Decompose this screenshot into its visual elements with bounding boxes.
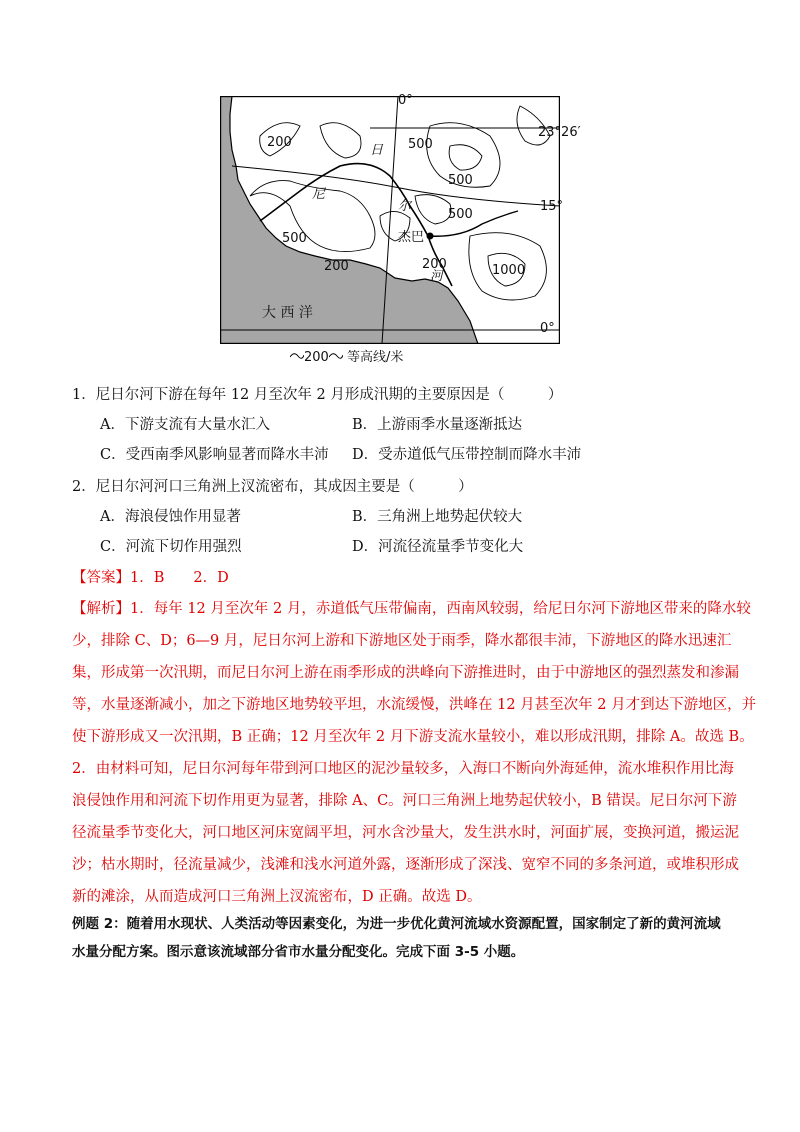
question-2-stem: 2．尼日尔河河口三角洲上汊流密布，其成因主要是（ ） xyxy=(72,479,473,495)
contour-label: 200 xyxy=(267,135,292,150)
lon-label: 0° xyxy=(398,93,413,108)
contour-label: 500 xyxy=(408,137,433,152)
city-label: 杰巴 xyxy=(398,230,425,245)
lat-0-label: 0° xyxy=(540,321,555,336)
example-2-line: 例题 2：随着用水现状、人类活动等因素变化，为进一步优化黄河流域水资源配置，国家制定了新的黄河流域 xyxy=(72,916,721,932)
legend-value: 200 xyxy=(304,350,329,365)
analysis-line: 集，形成第一次汛期，而尼日尔河上游在雨季形成的洪峰向下游推进时，由于中游地区的强烈蒸发和渗漏 xyxy=(72,665,739,681)
example-2-line: 水量分配方案。图示意该流域部分省市水量分配变化。完成下面 3-5 小题。 xyxy=(72,944,525,960)
city-dot xyxy=(427,233,434,240)
analysis-line: 径流量季节变化大，河口地区河床宽阔平坦，河水含沙量大，发生洪水时，河面扩展，变换河道，搬运泥 xyxy=(72,825,739,841)
contour-legend-icon xyxy=(290,350,304,365)
contour-legend-icon xyxy=(329,350,343,365)
contour-label: 200 xyxy=(324,259,349,274)
question-2-option-b: B．三角洲上地势起伏较大 xyxy=(352,509,523,525)
river-name-char: 尼 xyxy=(312,187,326,202)
lat-tropic-label: 23°26′ xyxy=(538,125,581,140)
analysis-line: 等，水量逐渐减小，加之下游地区地势较平坦，水流缓慢，洪峰在 12 月甚至次年 2 月才到达下游地区，并 xyxy=(72,697,757,713)
question-2-option-c: C．河流下切作用强烈 xyxy=(100,539,242,555)
analysis-line: 新的滩涂，从而造成河口三角洲上汊流密布，D 正确。故选 D。 xyxy=(72,889,482,905)
answer-line: 【答案】1．B 2．D xyxy=(72,570,229,586)
contour-label: 500 xyxy=(448,173,473,188)
question-1-option-c: C．受西南季风影响显著而降水丰沛 xyxy=(100,447,329,463)
question-1-option-d: D．受赤道低气压带控制而降水丰沛 xyxy=(352,447,582,463)
river-name-char: 尔 xyxy=(398,199,412,214)
question-2-option-d: D．河流径流量季节变化大 xyxy=(352,539,524,555)
question-1-stem: 1．尼日尔河下游在每年 12 月至次年 2 月形成汛期的主要原因是（ ） xyxy=(72,387,563,403)
contour-label: 500 xyxy=(448,207,473,222)
river-name-char: 河 xyxy=(430,269,444,284)
analysis-line: 使下游形成又一次汛期，B 正确；12 月至次年 2 月下游支流水量较小，难以形成汛期，排除 A。故选 B。 xyxy=(72,729,754,745)
analysis-line: 【解析】1．每年 12 月至次年 2 月，赤道低气压带偏南，西南风较弱，给尼日尔河下游地区带来的降水较 xyxy=(72,601,751,617)
question-1-option-b: B．上游雨季水量逐渐抵达 xyxy=(352,417,523,433)
question-2-option-a: A．海浪侵蚀作用显著 xyxy=(100,509,241,525)
ocean-label: 大 西 洋 xyxy=(262,305,313,321)
analysis-line: 浪侵蚀作用和河流下切作用更为显著，排除 A、C。河口三角洲上地势起伏较小，B 错误。尼日尔河下游 xyxy=(72,793,737,809)
analysis-line: 少，排除 C、D；6—9 月，尼日尔河上游和下游地区处于雨季，降水都很丰沛，下游地区的降水迅速汇 xyxy=(72,633,732,649)
niger-river-map xyxy=(220,93,581,344)
map-legend xyxy=(290,346,403,365)
contour-label: 1000 xyxy=(492,263,526,278)
legend-text: 等高线/米 xyxy=(346,350,404,365)
analysis-line: 2．由材料可知，尼日尔河每年带到河口地区的泥沙量较多，入海口不断向外海延伸，流水堆积作用比海 xyxy=(72,761,734,777)
contour-label: 500 xyxy=(282,231,307,246)
contour-label: 200 xyxy=(422,257,447,272)
analysis-line: 沙；枯水期时，径流量减少，浅滩和浅水河道外露，逐渐形成了深浅、宽窄不同的多条河道，或堆积形成 xyxy=(72,857,739,873)
lat-15-label: 15° xyxy=(540,199,564,214)
river-name-char: 日 xyxy=(370,143,384,158)
question-1-option-a: A．下游支流有大量水汇入 xyxy=(100,417,270,433)
